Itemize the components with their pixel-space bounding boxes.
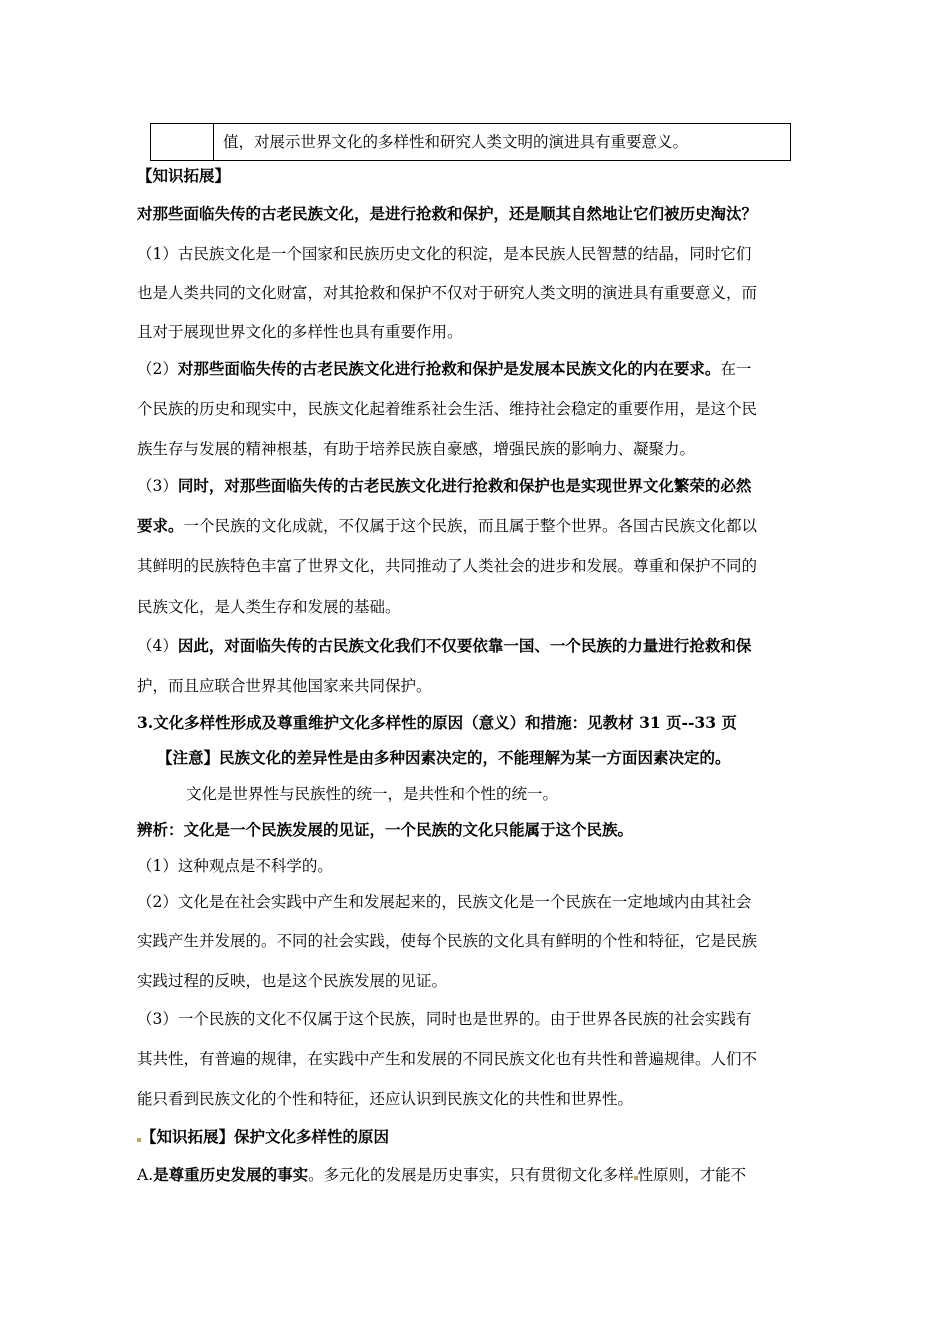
section1-p4-line2: 护，而且应联合世界其他国家来共同保护。: [137, 677, 432, 695]
p3-line2-rest: 一个民族的文化成就，不仅属于这个民族，而且属于整个世界。各国古民族文化都以: [183, 517, 758, 535]
p3-line2-bold: 要求。: [137, 516, 184, 535]
p2-rest: 在一: [720, 360, 752, 378]
section3-a2-line2: 实践产生并发展的。不同的社会实践，使每个民族的文化具有鲜明的个性和特征，它是民族: [137, 932, 758, 950]
section1-p2-line1: [137, 358, 751, 380]
section3-heading: 3.文化多样性形成及尊重维护文化多样性的原因（意义）和措施：见教材 31 页--33 页: [137, 713, 737, 732]
section1-p2-line2: 个民族的历史和现实中，民族文化起着维系社会生活、维持社会稳定的重要作用，是这个民: [137, 400, 758, 418]
p3-number: （3）: [137, 477, 178, 495]
p2-number: （2）: [137, 360, 178, 378]
p4-bold: 因此，对面临失传的古民族文化我们不仅要依靠一国、一个民族的力量进行抢救和保: [177, 636, 752, 655]
section4-heading: 【知识拓展】保护文化多样性的原因: [141, 1127, 390, 1146]
section1-heading: 【知识拓展】: [137, 166, 231, 185]
section4-pA-line: [137, 1164, 746, 1186]
section1-p3-line1: [137, 475, 751, 497]
section3-note: 【注意】民族文化的差异性是由多种因素决定的，不能理解为某一方面因素决定的。: [157, 748, 731, 767]
table-fragment: [150, 123, 791, 161]
section3-a3-line1: （3）一个民族的文化不仅属于这个民族，同时也是世界的。由于世界各民族的社会实践有: [137, 1010, 752, 1028]
section3-analysis: 辨析：文化是一个民族发展的见证，一个民族的文化只能属于这个民族。: [137, 820, 634, 839]
section1-p1-line3: 且对于展现世界文化的多样性也具有重要作用。: [137, 323, 463, 341]
section3-note2: 文化是世界性与民族性的统一，是共性和个性的统一。: [186, 785, 559, 803]
section1-question: 对那些面临失传的古老民族文化，是进行抢救和保护，还是顺其自然地让它们被历史淘汰？: [137, 204, 758, 223]
pA-rest2: 性原则，才能不: [637, 1166, 747, 1184]
p2-bold: 对那些面临失传的古老民族文化进行抢救和保护是发展本民族文化的内在要求。: [177, 359, 721, 378]
pA-label: A.: [137, 1166, 154, 1184]
section3-a1: （1）这种观点是不科学的。: [137, 857, 333, 875]
section1-p3-line2: [137, 515, 757, 537]
section1-p2-line3: 族生存与发展的精神根基，有助于培养民族自豪感，增强民族的影响力、凝聚力。: [137, 440, 696, 458]
p3-bold: 同时，对那些面临失传的古老民族文化进行抢救和保护也是实现世界文化繁荣的必然: [177, 476, 752, 495]
table-left-cell: [151, 124, 214, 160]
section3-a3-line2: 其共性，有普遍的规律，在实践中产生和发展的不同民族文化也有共性和普遍规律。人们不: [137, 1050, 758, 1068]
section3-a2-line3: 实践过程的反映，也是这个民族发展的见证。: [137, 972, 448, 990]
section3-a2-line1: （2）文化是在社会实践中产生和发展起来的，民族文化是一个民族在一定地域内由其社会: [137, 893, 752, 911]
table-right-cell-text: 值，对展示世界文化的多样性和研究人类文明的演进具有重要意义。: [223, 133, 689, 151]
section1-p1-line2: 也是人类共同的文化财富，对其抢救和保护不仅对于研究人类文明的演进具有重要意义，而: [137, 284, 758, 302]
p4-number: （4）: [137, 637, 178, 655]
section1-p1-line1: （1）古民族文化是一个国家和民族历史文化的积淀，是本民族人民智慧的结晶，同时它们: [137, 245, 752, 263]
section1-p3-line3: 其鲜明的民族特色丰富了世界文化，共同推动了人类社会的进步和发展。尊重和保护不同的: [137, 557, 758, 575]
section1-p3-line4: 民族文化，是人类生存和发展的基础。: [137, 598, 401, 616]
section1-p4-line1: [137, 635, 751, 657]
section4-heading-line: [137, 1126, 389, 1148]
section3-a3-line3: 能只看到民族文化的个性和特征，还应认识到民族文化的共性和世界性。: [137, 1090, 634, 1108]
pA-rest1: 。多元化的发展是历史事实，只有贯彻文化多样: [308, 1166, 634, 1184]
pA-bold: 是尊重历史发展的事实: [153, 1165, 309, 1184]
